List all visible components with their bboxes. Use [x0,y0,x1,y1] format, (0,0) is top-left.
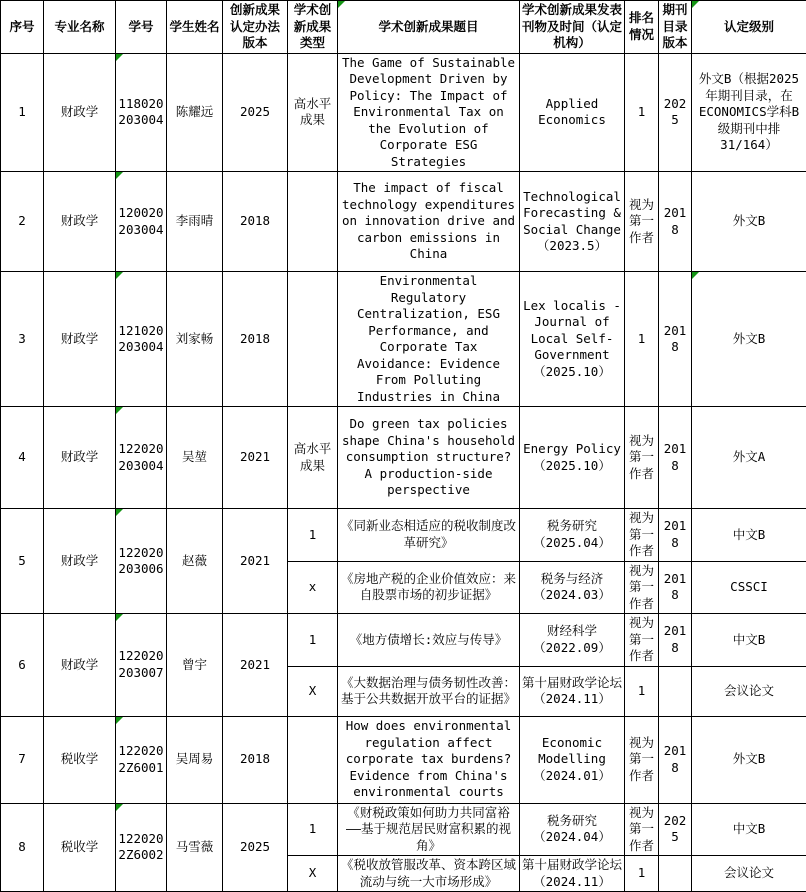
cell-major[interactable]: 财政学 [44,272,116,407]
cell-catalog[interactable] [659,666,692,716]
cell-name[interactable]: 曾宇 [167,614,223,717]
cell-journal[interactable]: 财经科学（2022.09） [520,614,625,667]
cell-seq[interactable]: 4 [1,407,44,509]
cell-version[interactable]: 2025 [223,53,288,172]
cell-rank[interactable]: 1 [625,856,659,892]
cell-major[interactable]: 税收学 [44,803,116,892]
error-indicator-icon [692,1,699,8]
cell-catalog[interactable]: 2018 [659,172,692,272]
cell-major[interactable]: 财政学 [44,509,116,614]
cell-version[interactable]: 2018 [223,272,288,407]
cell-student-id[interactable] [116,803,167,892]
error-indicator-icon [116,804,123,811]
table-row [1,509,806,562]
cell-level[interactable]: 外文B（根据2025年期刊目录，在ECONOMICS学科B级期刊中排31/164） [692,53,806,172]
cell-version[interactable]: 2018 [223,172,288,272]
cell-title[interactable]: Do green tax policies shape China's household consumption structure? A production-side perspective [338,407,520,509]
cell-major[interactable]: 财政学 [44,407,116,509]
cell-level[interactable]: 会议论文 [692,856,806,892]
cell-rank[interactable]: 视为第一作者 [625,407,659,509]
cell-student-id[interactable] [116,272,167,407]
cell-type[interactable]: 1 [288,509,338,562]
col-header-student-id[interactable]: 学号 [116,1,167,54]
cell-name[interactable]: 陈耀远 [167,53,223,172]
cell-type[interactable]: 1 [288,803,338,856]
cell-seq[interactable]: 3 [1,272,44,407]
cell-journal[interactable]: 税务研究（2024.04） [520,803,625,856]
student-id-text: 122020203006 [118,545,163,577]
cell-rank[interactable]: 视为第一作者 [625,614,659,667]
cell-rank[interactable]: 视为第一作者 [625,803,659,856]
cell-title[interactable]: The Game of Sustainable Development Driven by Policy: The Impact of Environmental Tax on the Evolution of Corporate ESG Strategies [338,53,520,172]
col-header-seq[interactable]: 序号 [1,1,44,54]
cell-catalog[interactable]: 2025 [659,803,692,856]
cell-name[interactable]: 吴周易 [167,716,223,803]
cell-seq[interactable]: 2 [1,172,44,272]
table-row [1,803,806,856]
cell-title[interactable]: 《地方债增长:效应与传导》 [338,614,520,667]
cell-journal[interactable]: 第十届财政学论坛（2024.11） [520,666,625,716]
student-id-text: 121020203004 [118,323,163,355]
cell-version[interactable]: 2021 [223,614,288,717]
cell-student-id[interactable] [116,172,167,272]
col-header-type[interactable]: 学术创新成果类型 [288,1,338,54]
student-id-text: 120020203004 [118,205,163,237]
cell-journal[interactable]: 税务与经济（2024.03） [520,561,625,614]
cell-version[interactable]: 2021 [223,407,288,509]
cell-catalog[interactable]: 2018 [659,509,692,562]
cell-level[interactable]: 中文B [692,803,806,856]
cell-title[interactable]: 《财税政策如何助力共同富裕——基于规范居民财富积累的视角》 [338,803,520,856]
cell-journal[interactable]: 第十届财政学论坛（2024.11） [520,856,625,892]
col-header-journal[interactable]: 学术创新成果发表刊物及时间（认定机构） [520,1,625,54]
error-indicator-icon [116,509,123,516]
cell-catalog[interactable] [659,856,692,892]
cell-journal[interactable]: Lex localis - Journal of Local Self-Government（2025.10） [520,272,625,407]
error-indicator-icon [116,272,123,279]
error-indicator-icon [338,1,345,8]
cell-student-id[interactable] [116,509,167,614]
cell-catalog[interactable]: 2018 [659,272,692,407]
cell-major[interactable]: 财政学 [44,172,116,272]
cell-type[interactable]: 1 [288,614,338,667]
cell-type[interactable] [288,716,338,803]
level-text: 外文B [733,331,766,346]
student-id-text: 122020203004 [118,441,163,473]
cell-name[interactable]: 刘家畅 [167,272,223,407]
cell-student-id[interactable] [116,53,167,172]
cell-rank[interactable]: 视为第一作者 [625,561,659,614]
cell-rank[interactable]: 视为第一作者 [625,172,659,272]
cell-title[interactable]: The impact of fiscal technology expenditures on innovation drive and carbon emissions in China [338,172,520,272]
cell-name[interactable]: 赵薇 [167,509,223,614]
cell-catalog[interactable]: 2018 [659,716,692,803]
cell-type[interactable]: x [288,561,338,614]
student-id-text: 1220202Z6001 [118,743,163,775]
cell-student-id[interactable] [116,407,167,509]
cell-rank[interactable]: 视为第一作者 [625,509,659,562]
table-row [1,272,806,407]
error-indicator-icon [116,54,123,61]
cell-major[interactable]: 税收学 [44,716,116,803]
cell-journal[interactable]: Energy Policy（2025.10） [520,407,625,509]
cell-level[interactable]: 中文B [692,509,806,562]
col-header-catalog[interactable]: 期刊目录版本 [659,1,692,54]
cell-title[interactable]: 《同新业态相适应的税收制度改革研究》 [338,509,520,562]
cell-journal[interactable]: Economic Modelling（2024.01） [520,716,625,803]
cell-level[interactable]: 外文B [692,172,806,272]
cell-journal[interactable]: Applied Economics [520,53,625,172]
cell-seq[interactable]: 8 [1,803,44,892]
cell-catalog[interactable]: 2018 [659,561,692,614]
cell-student-id[interactable] [116,614,167,717]
cell-level[interactable]: CSSCI [692,561,806,614]
cell-level[interactable] [692,272,806,407]
table-row [1,172,806,272]
cell-catalog[interactable]: 2018 [659,407,692,509]
cell-major[interactable]: 财政学 [44,53,116,172]
header-row [1,1,806,54]
error-indicator-icon [692,272,699,279]
cell-name[interactable]: 吴堃 [167,407,223,509]
table-row [1,614,806,667]
cell-title[interactable]: 《大数据治理与债务韧性改善：基于公共数据开放平台的证据》 [338,666,520,716]
cell-title[interactable]: Environmental Regulatory Centralization, ESG Performance, and Corporate Tax Avoidance: Evidence From Polluting Industries in China [338,272,520,407]
cell-seq[interactable]: 5 [1,509,44,614]
col-header-version[interactable]: 创新成果认定办法版本 [223,1,288,54]
cell-type[interactable]: X [288,666,338,716]
table-row [1,716,806,803]
cell-seq[interactable]: 1 [1,53,44,172]
cell-rank[interactable]: 1 [625,272,659,407]
cell-version[interactable]: 2021 [223,509,288,614]
cell-level[interactable]: 外文A [692,407,806,509]
table-row [1,53,806,172]
cell-version[interactable]: 2018 [223,716,288,803]
col-header-rank[interactable]: 排名情况 [625,1,659,54]
col-header-title-text: 学术创新成果题目 [378,19,478,34]
student-id-text: 1220202Z6002 [118,831,163,863]
cell-type[interactable] [288,172,338,272]
cell-rank[interactable]: 1 [625,666,659,716]
cell-level[interactable]: 中文B [692,614,806,667]
col-header-title[interactable] [338,1,520,54]
col-header-level[interactable] [692,1,806,54]
student-id-text: 122020203007 [118,648,163,680]
col-header-name[interactable]: 学生姓名 [167,1,223,54]
cell-seq[interactable]: 7 [1,716,44,803]
table-row [1,407,806,509]
cell-name[interactable]: 李雨晴 [167,172,223,272]
cell-rank[interactable]: 1 [625,53,659,172]
cell-level[interactable]: 外文B [692,716,806,803]
cell-major[interactable]: 财政学 [44,614,116,717]
error-indicator-icon [116,717,123,724]
error-indicator-icon [116,614,123,621]
cell-journal[interactable]: 税务研究（2025.04） [520,509,625,562]
cell-title[interactable]: 《税收放管服改革、资本跨区域流动与统一大市场形成》 [338,856,520,892]
col-header-major[interactable]: 专业名称 [44,1,116,54]
cell-title[interactable]: How does environmental regulation affect corporate tax burdens? Evidence from China's environmental courts [338,716,520,803]
cell-journal[interactable]: Technological Forecasting & Social Change（2023.5） [520,172,625,272]
cell-title[interactable]: 《房地产税的企业价值效应：来自股票市场的初步证据》 [338,561,520,614]
cell-catalog[interactable]: 2018 [659,614,692,667]
cell-level[interactable]: 会议论文 [692,666,806,716]
cell-student-id[interactable] [116,716,167,803]
cell-version[interactable]: 2025 [223,803,288,892]
error-indicator-icon [116,172,123,179]
cell-type[interactable] [288,272,338,407]
col-header-level-text: 认定级别 [724,19,774,34]
error-indicator-icon [116,407,123,414]
cell-type[interactable]: 高水平成果 [288,53,338,172]
student-id-text: 118020203004 [118,96,163,128]
cell-type[interactable]: 高水平成果 [288,407,338,509]
cell-catalog[interactable]: 2025 [659,53,692,172]
cell-rank[interactable]: 视为第一作者 [625,716,659,803]
cell-name[interactable]: 马雪薇 [167,803,223,892]
cell-seq[interactable]: 6 [1,614,44,717]
cell-type[interactable]: X [288,856,338,892]
